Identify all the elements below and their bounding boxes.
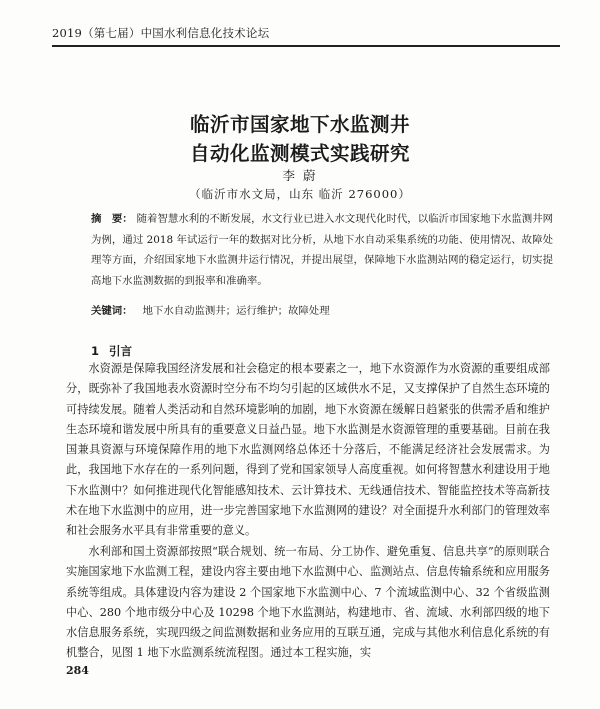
header-divider (52, 45, 560, 47)
section-title: 引言 (109, 344, 133, 358)
abstract (91, 209, 553, 291)
paragraph-text: 水利部和国土资源部按照“联合规划、统一布局、分工协作、避免重复、信息共享”的原则联合实施国家地下水监测工程，建设内容主要由地下水监测中心、监测站点、信息传输系统和应用服务系统等组成。具体建设内容为建设 2 个国家地下水监测中心、7 个流域监测中心、32 个省级监测中心、280 个地市级分中心及 10298 个地下水监测站，构建地市、省、流域、水利部四级的地下水信息服务系统，实现四级之间监测数据和业务应用的互联互通，完成与其他水利信息化系统的有机整合，见图 1 地下水监测系统流程图。通过本工程实施，实 (66, 545, 550, 660)
section-number: 1 (91, 344, 100, 358)
article-title-line1: 临沂市国家地下水监测井 (189, 113, 410, 136)
paragraph-text: 水资源是保障我国经济发展和社会稳定的根本要素之一，地下水资源作为水资源的重要组成部分，既弥补了我国地表水资源时空分布不均匀引起的区域供水不足，又支撑保护了自然生态环境的可持续发展。随着人类活动和自然环境影响的加剧，地下水资源在缓解日趋紧张的供需矛盾和维护生态环境和谐发展中所具有的重要意义日益凸显。地下水监测是水资源管理的重要基础。目前在我国兼具资源与环境保障作用的地下水监测网络总体还十分落后，不能满足经济社会发展需求。为此，我国地下水存在的一系列问题，得到了党和国家领导人高度重视。如何将智慧水利建设用于地下水监测中？如何推进现代化智能感知技术、云计算技术、无线通信技术、智能监控技术等高新技术在地下水监测中的应用，进一步完善国家地下水监测网的建设？对全面提升水利部门的管理效率和社会服务水平具有非常重要的意义。 (66, 362, 550, 538)
author-affiliation: （临沂市水文局，山东 临沂 276000） (189, 187, 411, 201)
running-header: 2019（第七届）中国水利信息化技术论坛 (52, 26, 270, 40)
author-name: 李 蔚 (282, 168, 318, 183)
article-title-line2: 自动化监测模式实践研究 (189, 142, 410, 165)
abstract-label: 摘 要： (91, 213, 133, 225)
keywords-label: 关键词： (91, 305, 133, 317)
page-number: 284 (66, 664, 89, 677)
body-paragraph-1 (66, 359, 550, 542)
body-paragraph-2 (66, 542, 550, 664)
keywords-text: 地下水自动监测井；运行维护；故障处理 (142, 305, 330, 317)
abstract-text: 随着智慧水利的不断发展，水文行业已进入水文现代化时代，以临沂市国家地下水监测井网为例，通过 2018 年试运行一年的数据对比分析，从地下水自动采集系统的功能、使用情况、故障处理等方面，介绍国家地下水监测井运行情况，并提出展望，保障地下水监测站网的稳定运行，切实提高地下水监测数据的到报率和准确率。 (91, 213, 553, 287)
keywords (91, 302, 553, 320)
section-heading (91, 343, 132, 359)
